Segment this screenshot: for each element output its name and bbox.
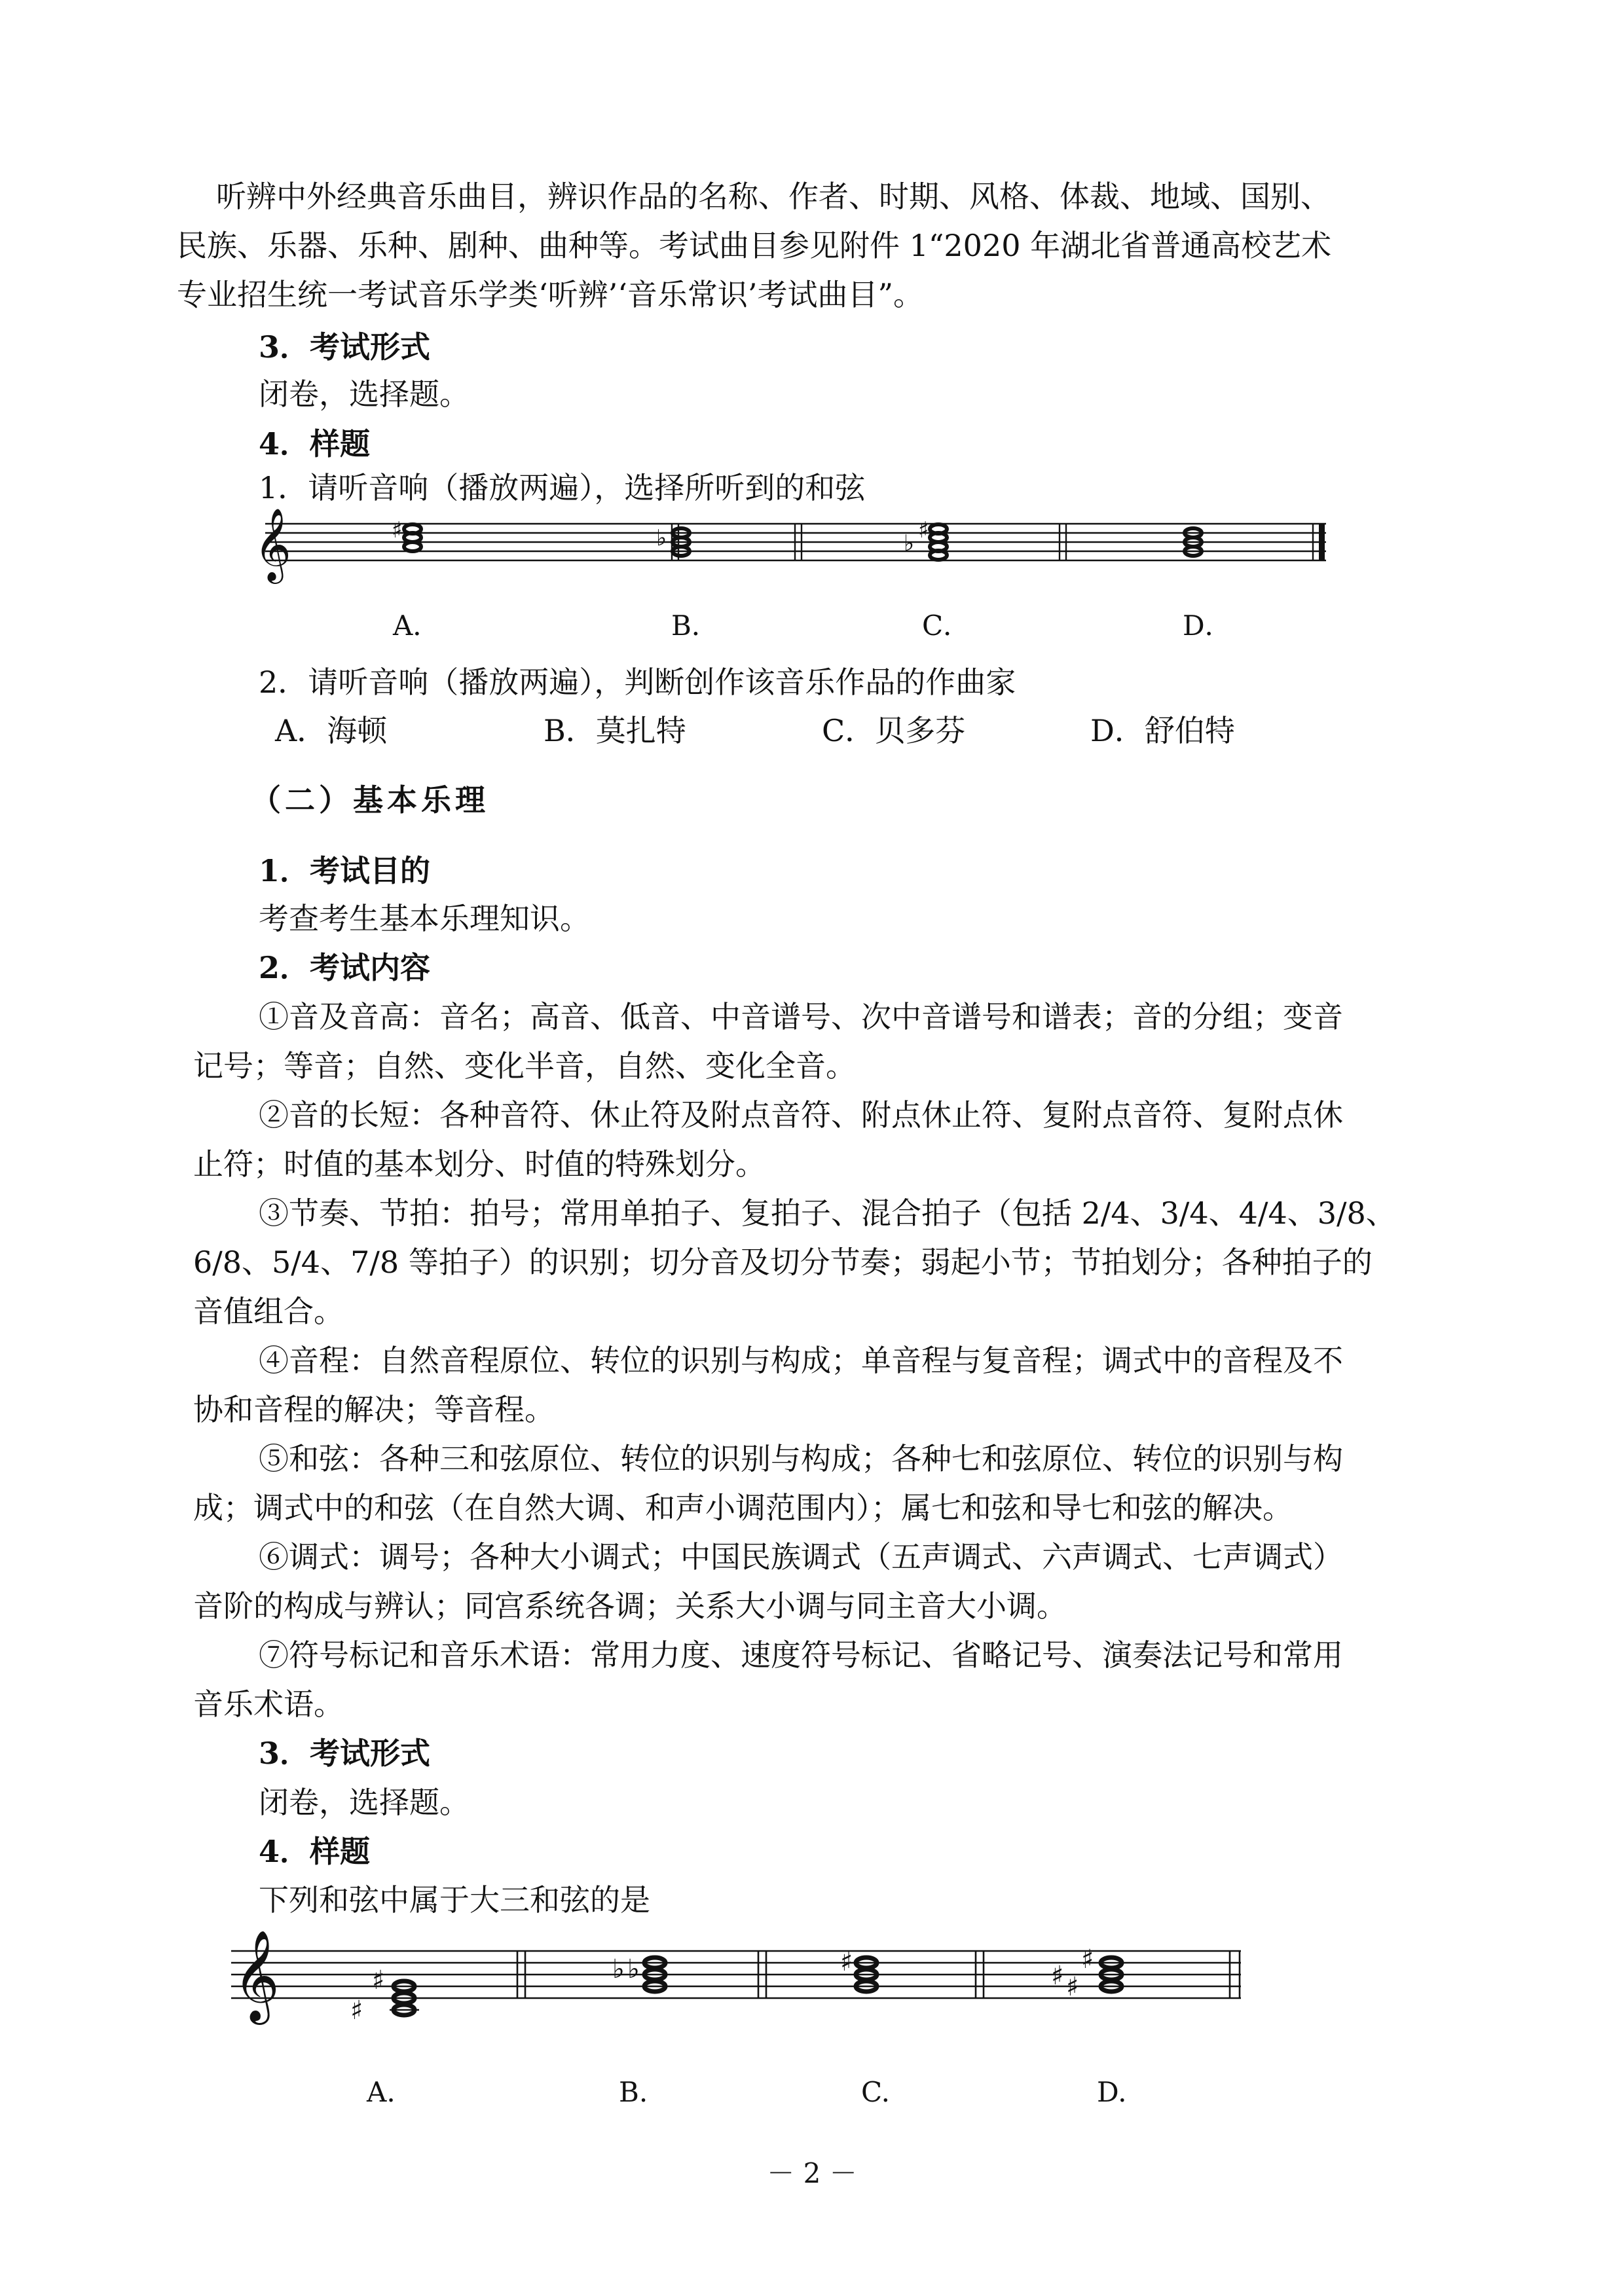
sharp-accidental-icon: ♯ xyxy=(1066,1972,1079,2002)
sharp-accidental-icon: ♯ xyxy=(840,1947,853,1977)
chord-label: B. xyxy=(619,2076,648,2108)
exam-purpose-heading: 1．考试目的 xyxy=(259,853,431,888)
sharp-accidental-icon: ♯ xyxy=(392,517,403,543)
question-1-text: 1．请听音响（播放两遍），选择所听到的和弦 xyxy=(259,470,866,505)
paragraph-line: 民族、乐器、乐种、剧种、曲种等。考试曲目参见附件 1“2020 年湖北省普通高校艺术 xyxy=(177,228,1332,263)
paragraph-line: 协和音程的解决；等音程。 xyxy=(193,1392,555,1427)
page-number: － 2 － xyxy=(767,2157,857,2189)
sharp-accidental-icon: ♯ xyxy=(350,1995,363,2026)
exam-content-heading: 2．考试内容 xyxy=(259,950,431,985)
exam-purpose-text: 考查考生基本乐理知识。 xyxy=(259,901,590,936)
paragraph-line: ①音及音高：音名；高音、低音、中音谱号、次中音谱号和谱表；音的分组；变音 xyxy=(259,999,1343,1034)
answer-option: C．贝多芬 xyxy=(822,713,966,748)
paragraph-line: ⑦符号标记和音乐术语：常用力度、速度符号标记、省略记号、演奏法记号和常用 xyxy=(259,1637,1343,1673)
answer-option: B．莫扎特 xyxy=(544,713,686,748)
paragraph-line: 音阶的构成与辨认；同宫系统各调；关系大小调与同主音大小调。 xyxy=(193,1588,1067,1624)
chord-label: C. xyxy=(861,2076,890,2108)
paragraph-line: ④音程：自然音程原位、转位的识别与构成；单音程与复音程；调式中的音程及不 xyxy=(259,1343,1343,1378)
paragraph-line: 听辨中外经典音乐曲目，辨识作品的名称、作者、时期、风格、体裁、地域、国别、 xyxy=(216,179,1331,214)
answer-option: D．舒伯特 xyxy=(1090,713,1235,748)
treble-clef-icon: 𝄞 xyxy=(254,507,291,581)
section-heading: （二）基本乐理 xyxy=(251,782,489,818)
paragraph-line: 止符；时值的基本划分、时值的特殊划分。 xyxy=(193,1146,766,1182)
question-text: 下列和弦中属于大三和弦的是 xyxy=(259,1882,650,1918)
chord-label: D． xyxy=(1183,610,1232,642)
question-2-text: 2．请听音响（播放两遍），判断创作该音乐作品的作曲家 xyxy=(259,665,1016,700)
flat-accidental-icon: ♭ xyxy=(656,525,667,551)
chord-label: D. xyxy=(1097,2076,1127,2108)
sharp-accidental-icon: ♯ xyxy=(918,517,929,543)
exam-form-text: 闭卷，选择题。 xyxy=(259,376,470,412)
treble-clef-icon: 𝄞 xyxy=(233,1930,280,2021)
sharp-accidental-icon: ♯ xyxy=(1081,1944,1094,1975)
exam-form-heading: 3．考试形式 xyxy=(259,1736,431,1771)
paragraph-line: 成；调式中的和弦（在自然大调、和声小调范围内）；属七和弦和导七和弦的解决。 xyxy=(193,1490,1293,1525)
paragraph-line: 音值组合。 xyxy=(193,1294,344,1329)
paragraph-line: ⑥调式：调号；各种大小调式；中国民族调式（五声调式、六声调式、七声调式） xyxy=(259,1539,1343,1575)
chord-label: B． xyxy=(671,610,719,642)
flat-accidental-icon: ♭ xyxy=(904,530,915,556)
sample-heading: 4．样题 xyxy=(259,426,371,462)
chord-label: A． xyxy=(393,610,441,642)
answer-option: A．海顿 xyxy=(275,713,388,748)
sharp-accidental-icon: ♯ xyxy=(1051,1961,1064,1991)
paragraph-line: 6/8、5/4、7/8 等拍子）的识别；切分音及切分节奏；弱起小节；节拍划分；各种拍子的 xyxy=(193,1245,1373,1280)
sharp-accidental-icon: ♯ xyxy=(372,1965,385,1995)
flat-accidental-icon: ♭ xyxy=(612,1954,625,1984)
sample-heading: 4．样题 xyxy=(259,1834,371,1869)
flat-accidental-icon: ♭ xyxy=(627,1954,640,1984)
exam-form-heading: 3．考试形式 xyxy=(259,329,431,365)
paragraph-line: 专业招生统一考试音乐学类‘听辨’‘音乐常识’考试曲目”。 xyxy=(177,277,924,312)
paragraph-line: ②音的长短：各种音符、休止符及附点音符、附点休止符、复附点音符、复附点休 xyxy=(259,1097,1343,1133)
chord-label: C． xyxy=(922,610,971,642)
paragraph-line: 记号；等音；自然、变化半音，自然、变化全音。 xyxy=(193,1048,856,1084)
exam-form-text: 闭卷，选择题。 xyxy=(259,1785,470,1820)
chord-label: A. xyxy=(367,2076,396,2108)
paragraph-line: 音乐术语。 xyxy=(193,1686,344,1722)
paragraph-line: ⑤和弦：各种三和弦原位、转位的识别与构成；各种七和弦原位、转位的识别与构 xyxy=(259,1441,1343,1476)
paragraph-line: ③节奏、节拍：拍号；常用单拍子、复拍子、混合拍子（包括 2/4、3/4、4/4、3/8、 xyxy=(259,1195,1396,1231)
